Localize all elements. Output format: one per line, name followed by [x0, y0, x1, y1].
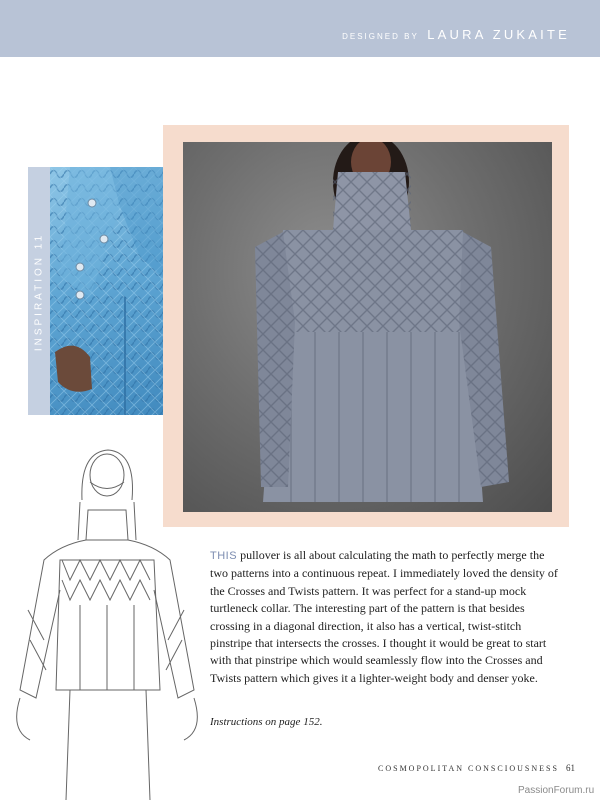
- designer-credit: [342, 26, 570, 44]
- body-paragraph: pullover is all about calculating the math to perfectly merge the two patterns into a continuous repeat. I immediately loved the density of the Crosses and Twists pattern. It was perfect for a stand-up mock turtleneck collar. The interesting part of the pattern is that besides crossing in a diagonal direction, it also has a vertical, twist-stitch pinstripe that intersects the crosses. I thought it would be great to start with that pinstripe which would seamlessly flow into the Crosses and Twists pattern which gives it a lighter-weight body and denser yoke.: [210, 548, 558, 685]
- header-bar: [0, 0, 600, 57]
- lead-word: THIS: [210, 550, 238, 562]
- designed-by-label: DESIGNED BY: [342, 32, 419, 41]
- watermark: PassionForum.ru: [518, 785, 595, 796]
- fashion-sketch: [0, 440, 210, 800]
- model-photo: [183, 142, 552, 512]
- page-number: 61: [566, 763, 575, 773]
- body-text: [210, 547, 560, 687]
- section-title: COSMOPOLITAN CONSCIOUSNESS: [378, 764, 559, 773]
- inspiration-label: INSPIRATION 11: [33, 232, 45, 352]
- grey-pullover-illustration: [183, 142, 552, 512]
- designer-name: LAURA ZUKAITE: [427, 27, 570, 42]
- instructions-reference: Instructions on page 152.: [210, 716, 323, 728]
